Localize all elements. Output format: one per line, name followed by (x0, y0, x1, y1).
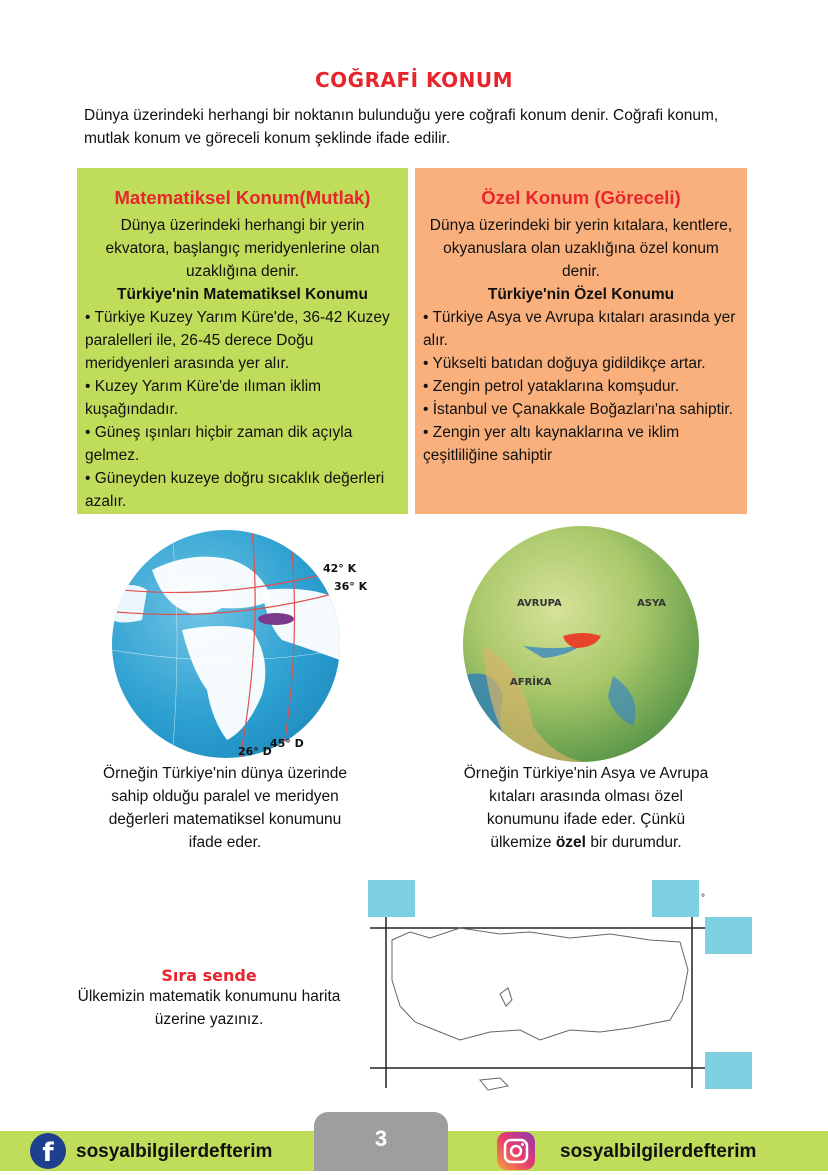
globe-coordinates-map (112, 530, 340, 758)
turkey-outline-map (370, 910, 710, 1100)
asia-label: ASYA (637, 598, 666, 609)
caption-right-end: bir durumdur. (590, 834, 682, 851)
longitude-26-label: 26° D (238, 745, 272, 758)
mathematical-location-subheading: Türkiye'nin Matematiksel Konumu (117, 286, 368, 303)
mathematical-location-box (77, 168, 408, 514)
instagram-icon[interactable] (497, 1132, 535, 1170)
europe-label: AVRUPA (517, 598, 562, 609)
special-location-definition: Dünya üzerindeki bir yerin kıtalara, kentlere, okyanuslara olan uzaklığına özel konum denir. (429, 217, 733, 280)
africa-label: AFRİKA (510, 677, 552, 688)
degree-mark: ° (701, 893, 705, 904)
bullet-item: • Türkiye Kuzey Yarım Küre'de, 36-42 Kuzey paralelleri ile, 26-45 derece Doğu meridyenleri arasında yer alır. (85, 309, 390, 372)
globe-continents-image (463, 526, 699, 762)
answer-box-west[interactable] (368, 880, 415, 917)
bullet-item: • Zengin yer altı kaynaklarına ve iklim çeşitliliğine sahiptir (423, 424, 680, 464)
answer-box-north[interactable] (705, 917, 752, 954)
latitude-36-label: 36° K (334, 580, 368, 593)
caption-right-text: Örneğin Türkiye'nin Asya ve Avrupa kıtaları arasında olması özel konumunu ifade eder. Çünkü ülkemize (463, 765, 709, 851)
exercise-heading: Sıra sende (161, 966, 257, 985)
bullet-item: • Güneş ışınları hiçbir zaman dik açıyla gelmez. (85, 424, 353, 464)
page-title: COĞRAFİ KONUM (314, 68, 514, 92)
answer-box-east[interactable] (652, 880, 699, 917)
special-location-box (415, 168, 747, 514)
exercise-instruction: Ülkemizin matematik konumunu harita üzerine yazınız. (77, 988, 341, 1028)
globe-continents-map (463, 526, 699, 762)
special-location-heading: Özel Konum (Göreceli) (481, 187, 681, 208)
caption-right-bold: özel (555, 834, 586, 851)
mathematical-location-definition: Dünya üzerindeki herhangi bir yerin ekvatora, başlangıç meridyenlerine olan uzaklığına denir. (105, 217, 380, 280)
special-location-subheading: Türkiye'nin Özel Konumu (487, 286, 675, 303)
bullet-item: • Kuzey Yarım Küre'de ılıman iklim kuşağındadır. (85, 378, 322, 418)
bullet-item: • Yükselti batıdan doğuya gidildikçe artar. (423, 355, 706, 372)
exercise-section (74, 966, 344, 1031)
globe-coordinates-image (112, 530, 340, 758)
longitude-45-label: 45° D (270, 737, 304, 750)
mathematical-location-heading: Matematiksel Konum(Mutlak) (114, 187, 371, 208)
page-number: 3 (374, 1126, 388, 1151)
bullet-item: • Zengin petrol yataklarına komşudur. (423, 378, 680, 395)
facebook-icon[interactable]: f (30, 1133, 66, 1169)
latitude-42-label: 42° K (323, 562, 357, 575)
intro-paragraph: Dünya üzerindeki herhangi bir noktanın bulunduğu yere coğrafi konum denir. Coğrafi konum, mutlak konum ve göreceli konum şeklinde ifade edilir. (84, 107, 719, 147)
instagram-handle[interactable]: sosyalbilgilerdefterim (560, 1141, 757, 1162)
caption-right (458, 762, 714, 854)
bullet-item: • Türkiye Asya ve Avrupa kıtaları arasında yer alır. (423, 309, 736, 349)
caption-left: Örneğin Türkiye'nin dünya üzerinde sahip olduğu paralel ve meridyen değerleri matematiksel konumunu ifade eder. (103, 765, 347, 851)
bullet-item: • Güneyden kuzeye doğru sıcaklık değerleri azalır. (85, 470, 385, 510)
bullet-item: • İstanbul ve Çanakkale Boğazları'na sahiptir. (423, 401, 733, 418)
facebook-handle[interactable]: sosyalbilgilerdefterim (76, 1141, 273, 1162)
answer-box-south[interactable] (705, 1052, 752, 1089)
